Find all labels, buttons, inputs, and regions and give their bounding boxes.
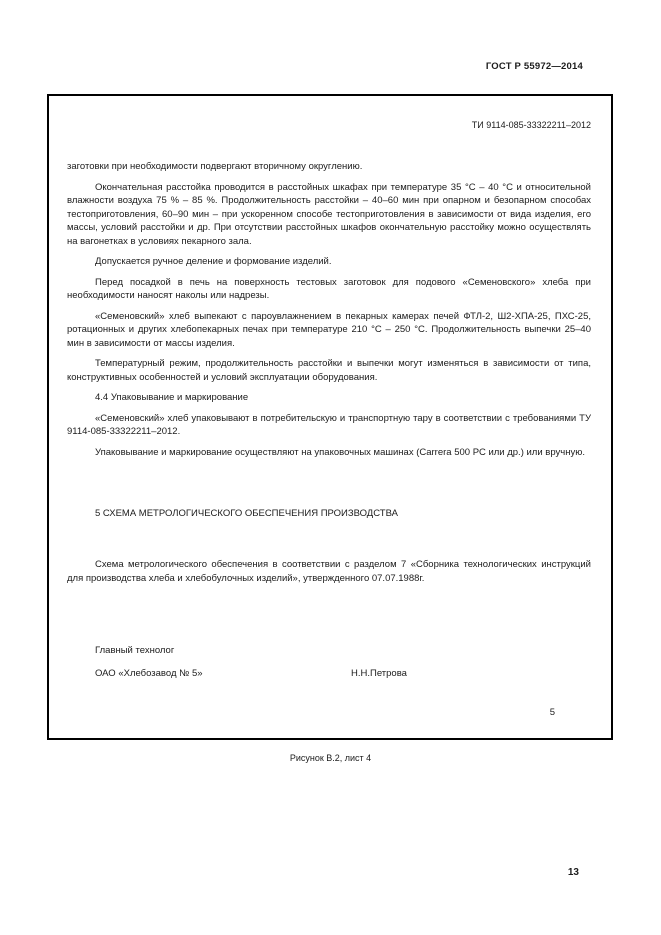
subsection-heading: 4.4 Упаковывание и маркирование [95, 392, 249, 403]
signature-org: ОАО «Хлебозавод № 5» [95, 668, 203, 679]
paragraph: Окончательная расстойка проводится в расстойных шкафах при температуре 35 °С – 40 °С и относительной влажности воздуха 75 % – 85 %. Продолжительность расстойки – 40–60 мин при опарном и безопарном способах тестоприготовления, 60–90 мин – при ускоренном способе тестоприготовления в зависимости от вида изделия, его массы, условий расстойки и др. При отсутствии расстойных шкафов окончательную расстойку можно осуществлять на вагонетках в условиях пекарного зала. [67, 181, 591, 247]
paragraph: заготовки при необходимости подвергают вторичному округлению. [67, 161, 363, 172]
document-frame [47, 94, 613, 740]
paragraph: Температурный режим, продолжительность расстойки и выпечки могут изменяться в зависимости от типа, конструктивных особенностей и условий эксплуатации оборудования. [67, 358, 591, 383]
signature-row [67, 668, 591, 679]
paragraph: Перед посадкой в печь на поверхность тестовых заготовок для подового «Семеновского» хлеба при необходимости наносят наколы или надрезы. [67, 276, 591, 301]
signature-role: Главный технолог [95, 645, 175, 656]
gost-code-header: ГОСТ Р 55972—2014 [485, 61, 583, 72]
ti-number: ТИ 9114-085-33322211–2012 [471, 120, 591, 130]
paragraph: Упаковывание и маркирование осуществляют на упаковочных машинах (Carrera 500 РС или др.) или вручную. [95, 446, 585, 458]
signature-name: Н.Н.Петрова [351, 668, 407, 679]
paragraph: Схема метрологического обеспечения в соответствии с разделом 7 «Сборника технологических инструкций для производства хлеба и хлебобулочных изделий», утвержденного 07.07.1988г. [67, 559, 591, 584]
figure-caption: Рисунок В.2, лист 4 [289, 753, 372, 763]
paragraph: Допускается ручное деление и формование изделий. [95, 256, 332, 267]
paragraph: «Семеновский» хлеб упаковывают в потребительскую и транспортную тару в соответствии с требованиями ТУ 9114-085-33322211–2012. [67, 412, 591, 437]
paragraph: «Семеновский» хлеб выпекают с пароувлажнением в пекарных камерах печей ФТЛ-2, Ш2-ХПА-25, ПХС-25, ротационных и других хлебопекарных печах при температуре 210 °С – 250 °С. Продолжительность выпечки 25–40 мин в зависимости от массы изделия. [67, 310, 591, 349]
sheet-page-number: 5 [549, 707, 555, 718]
page-number-footer: 13 [567, 867, 579, 878]
section-heading: 5 СХЕМА МЕТРОЛОГИЧЕСКОГО ОБЕСПЕЧЕНИЯ ПРОИЗВОДСТВА [95, 508, 398, 519]
